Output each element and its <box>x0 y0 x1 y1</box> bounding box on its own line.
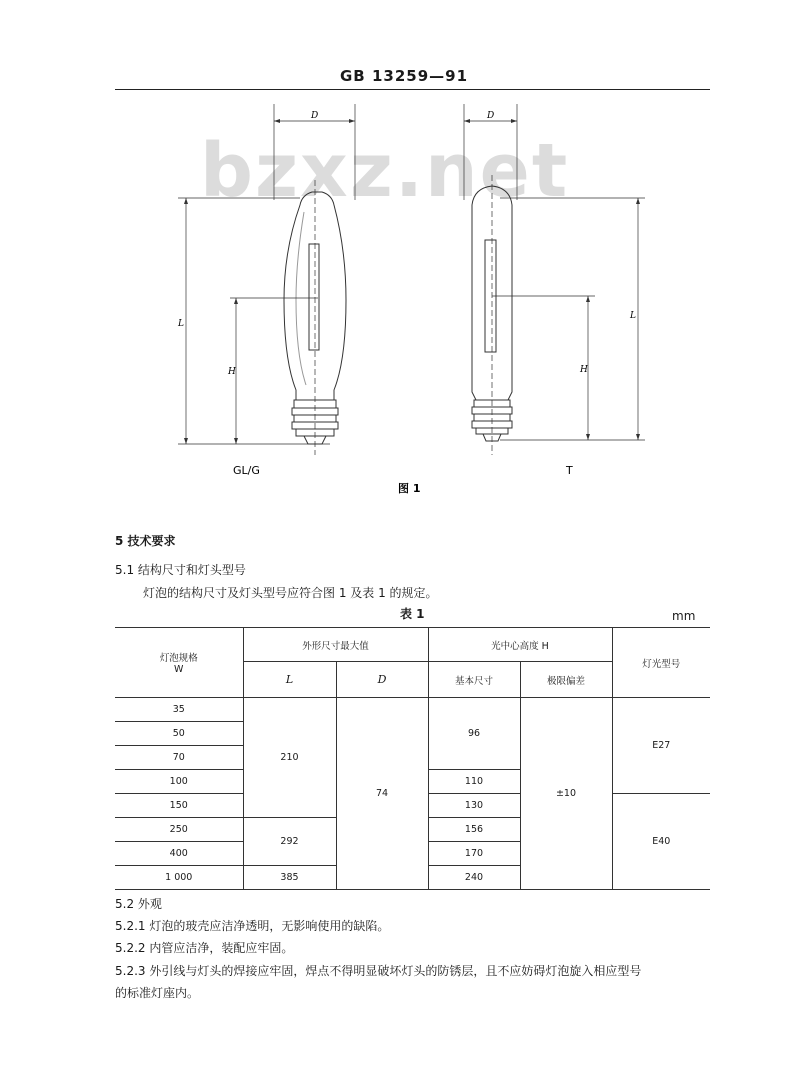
table-cell-cap-type: E40 <box>612 794 710 890</box>
dim-label-h-right: H <box>580 365 588 375</box>
figure-title: 图 1 <box>398 482 421 495</box>
section-5-2-1: 5.2.1 灯泡的玻壳应洁净透明，无影响使用的缺陷。 <box>115 919 390 933</box>
header-d: D <box>336 662 428 698</box>
section-5-heading: 5 技术要求 <box>115 534 176 548</box>
header-cap-type: 灯光型号 <box>612 628 710 698</box>
table-cell-h: 156 <box>428 818 520 842</box>
gl-bulb-inner <box>296 212 306 385</box>
table-cell-watt: 400 <box>115 842 243 866</box>
section-5-2-heading: 5.2 外观 <box>115 897 162 911</box>
caption-gl-g: GL/G <box>233 464 260 477</box>
figure-1-drawing <box>0 0 800 520</box>
table-cell-l: 292 <box>243 818 336 866</box>
table-cell-h: 130 <box>428 794 520 818</box>
table-cell-watt: 50 <box>115 722 243 746</box>
header-basic: 基本尺寸 <box>428 662 520 698</box>
table-cell-tolerance: ±10 <box>520 698 612 890</box>
table-1-title: 表 1 <box>400 607 425 621</box>
section-5-1-text: 灯泡的结构尺寸及灯头型号应符合图 1 及表 1 的规定。 <box>143 586 438 600</box>
section-5-2-3: 5.2.3 外引线与灯头的焊接应牢固，焊点不得明显破坏灯头的防锈层，且不应妨碍灯泡旋入相应型号 <box>115 964 642 978</box>
table-cell-cap-type: E27 <box>612 698 710 794</box>
dim-label-l-left: L <box>178 319 184 329</box>
table-unit: mm <box>672 609 696 623</box>
dim-label-d-left: D <box>311 111 319 121</box>
section-5-1-heading: 5.1 结构尺寸和灯头型号 <box>115 563 246 577</box>
table-cell-d: 74 <box>336 698 428 890</box>
section-5-2-3-continued: 的标准灯座内。 <box>115 986 200 1000</box>
header-light-center: 光中心高度 H <box>428 628 612 662</box>
header-spec: 灯泡规格 W <box>115 628 243 698</box>
table-cell-l: 385 <box>243 866 336 890</box>
table-cell-h: 240 <box>428 866 520 890</box>
table-cell-watt: 70 <box>115 746 243 770</box>
table-cell-watt: 100 <box>115 770 243 794</box>
section-5-2-2: 5.2.2 内管应洁净，装配应牢固。 <box>115 941 294 955</box>
header-outer: 外形尺寸最大值 <box>243 628 428 662</box>
standard-number: GB 13259—91 <box>340 67 469 85</box>
header-l: L <box>243 662 336 698</box>
table-1 <box>115 627 710 890</box>
table-cell-h: 110 <box>428 770 520 794</box>
header-tolerance: 极限偏差 <box>520 662 612 698</box>
caption-t: T <box>566 464 573 477</box>
table-cell-watt: 250 <box>115 818 243 842</box>
dim-label-h-left: H <box>228 367 236 377</box>
gl-bulb-outline <box>284 192 346 400</box>
dim-label-d-right: D <box>487 111 495 121</box>
table-cell-h: 96 <box>428 698 520 770</box>
table-cell-watt: 35 <box>115 698 243 722</box>
table-cell-watt: 1 000 <box>115 866 243 890</box>
table-cell-l: 210 <box>243 698 336 818</box>
gl-arc-tube <box>309 244 319 350</box>
table-cell-h: 170 <box>428 842 520 866</box>
dim-label-l-right: L <box>630 311 636 321</box>
table-cell-watt: 150 <box>115 794 243 818</box>
watermark: bzxz.net <box>200 128 570 214</box>
